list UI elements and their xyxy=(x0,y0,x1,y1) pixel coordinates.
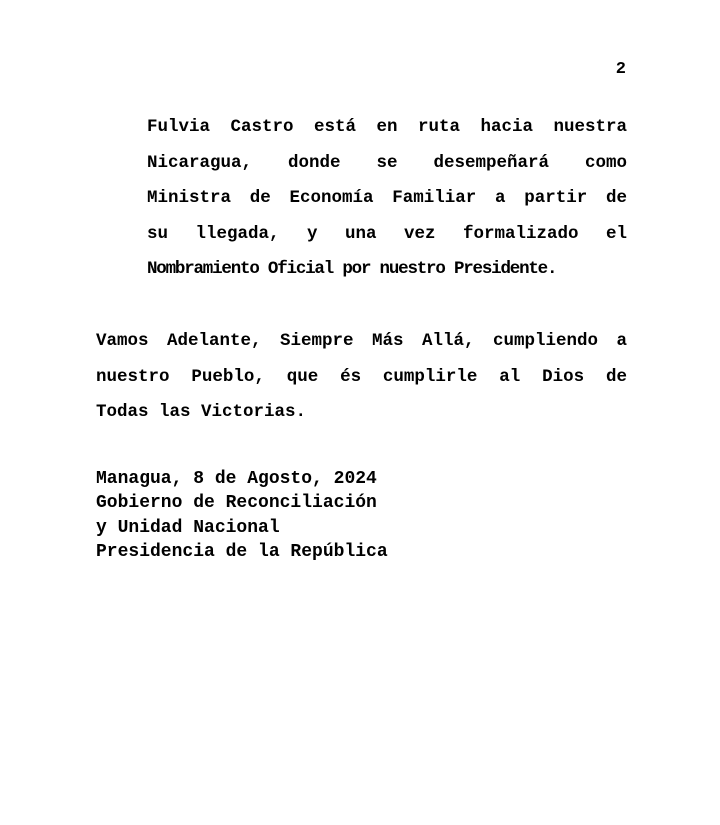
paragraph-line: Fulvia Castro está en ruta hacia nuestra xyxy=(147,117,627,137)
paragraph-line: nuestro Pueblo, que és cumplirle al Dios de xyxy=(96,366,627,387)
closing-paragraph xyxy=(96,324,627,431)
appointment-paragraph xyxy=(147,110,627,288)
signature-block xyxy=(96,467,616,564)
page-number: 2 xyxy=(615,60,626,79)
paragraph-line: Nombramiento Oficial por nuestro Presidente. xyxy=(147,259,557,279)
government-name-cont: y Unidad Nacional xyxy=(96,517,280,538)
paragraph-line: Todas las Victorias. xyxy=(96,402,307,422)
paragraph-line: su llegada, y una vez formalizado el xyxy=(147,223,627,244)
place-date: Managua, 8 de Agosto, 2024 xyxy=(96,469,377,489)
paragraph-line: Nicaragua, donde se desempeñará como xyxy=(147,152,627,173)
paragraph-line: Ministra de Economía Familiar a partir de xyxy=(147,188,627,208)
presidency-name: Presidencia de la República xyxy=(96,541,388,562)
paragraph-line: Vamos Adelante, Siempre Más Allá, cumpliendo a xyxy=(96,331,627,351)
government-name: Gobierno de Reconciliación xyxy=(96,493,377,514)
